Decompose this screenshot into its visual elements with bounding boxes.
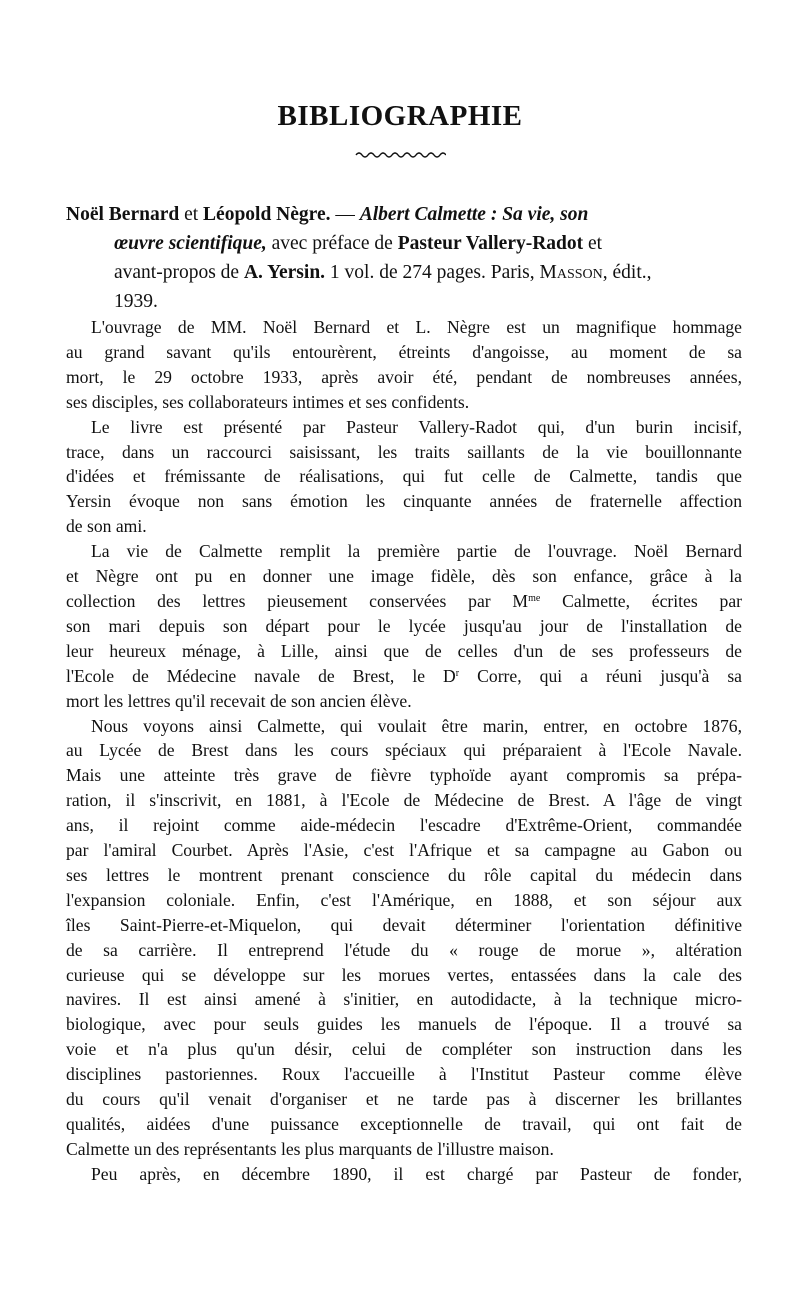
text-line: Nous voyons ainsi Calmette, qui voulait être marin, entrer, en octobre 1876,: [91, 715, 742, 736]
text-line: îles Saint-Pierre-et-Miquelon, qui devait déterminer l'orientation définitive: [66, 914, 742, 935]
text-line: du cours qu'il venait d'organiser et ne tarde pas à discerner les brillantes: [66, 1089, 742, 1110]
text-line-with-superscript: [66, 664, 742, 689]
text-line: de son ami.: [66, 516, 147, 537]
ornament-divider: [354, 150, 446, 160]
text-line: au grand savant qu'ils entourèrent, étreints d'angoisse, au moment de sa: [66, 341, 742, 362]
page-title: BIBLIOGRAPHIE: [277, 100, 523, 132]
review-body: [66, 315, 742, 1187]
entry-book-title-2: œuvre scientifique,: [114, 233, 267, 254]
text-line: voie et n'a plus qu'un désir, celui de compléter son instruction dans les: [66, 1039, 742, 1060]
text-line: son mari depuis son départ pour le lycée jusqu'au jour de l'installation de: [66, 615, 742, 636]
entry-author-2: Léopold Nègre.: [203, 204, 331, 225]
text-line: l'expansion coloniale. Enfin, c'est l'Amérique, en 1888, et son séjour aux: [66, 889, 742, 910]
text-line: Le livre est présenté par Pasteur Vallery-Radot qui, d'un burin incisif,: [91, 416, 742, 437]
text-line: d'idées et frémissante de réalisations, qui fut celle de Calmette, tandis que: [66, 466, 742, 487]
entry-book-title-1: Albert Calmette : Sa vie, son: [359, 204, 589, 225]
text-line: ans, il rejoint comme aide-médecin l'escadre d'Extrême-Orient, commandée: [66, 815, 742, 836]
text-line: Yersin évoque non sans émotion les cinquante années de fraternelle affection: [66, 491, 742, 512]
text-line: Peu après, en décembre 1890, il est chargé par Pasteur de fonder,: [91, 1163, 742, 1184]
entry-year: 1939.: [114, 291, 158, 312]
entry-preface-author: Pasteur Vallery-Radot: [397, 233, 584, 254]
text-segment: Corre, qui a réuni jusqu'à sa: [459, 665, 742, 686]
text-line: curieuse qui se développe sur les morues vertes, entassées dans la cale des: [66, 964, 742, 985]
superscript-mme: me: [528, 592, 541, 604]
text-segment: l'Ecole de Médecine navale de Brest, le D: [66, 665, 456, 686]
entry-text: , édit.,: [602, 262, 652, 283]
entry-line-1: [66, 200, 746, 229]
entry-text: avant-propos de: [114, 262, 244, 283]
text-line: Calmette un des représentants les plus marquants de l'illustre maison.: [66, 1138, 554, 1159]
entry-and: et: [179, 204, 204, 225]
entry-line-2: [66, 229, 746, 258]
text-line: mort, le 29 octobre 1933, après avoir été, pendant de nombreuses années,: [66, 366, 742, 387]
entry-author-1: Noël Bernard: [66, 204, 180, 225]
text-line: leur heureux ménage, à Lille, ainsi que de celles d'un de ses professeurs de: [66, 640, 742, 661]
text-line: navires. Il est ainsi amené à s'initier, en autodidacte, à la technique micro-: [66, 989, 742, 1010]
text-line: biologique, avec pour seuls guides les manuels de l'époque. Il a trouvé sa: [66, 1014, 742, 1035]
text-segment: Calmette, écrites par: [540, 590, 742, 611]
text-line: trace, dans un raccourci saisissant, les traits saillants de la vie bouillonnante: [66, 441, 742, 462]
superscript-dr: r: [455, 667, 460, 679]
text-line: ses disciples, ses collaborateurs intimes et ses confidents.: [66, 391, 470, 412]
text-line: L'ouvrage de MM. Noël Bernard et L. Nègre est un magnifique hommage: [91, 317, 742, 337]
text-line: de sa carrière. Il entreprend l'étude du « rouge de morue », altération: [66, 939, 742, 960]
entry-text: et: [583, 233, 603, 254]
text-line: ration, il s'inscrivit, en 1881, à l'Ecole de Médecine de Brest. A l'âge de vingt: [66, 790, 742, 811]
text-line: qualités, aidées d'une puissance exceptionnelle de travail, qui ont fait de: [66, 1114, 742, 1134]
text-line: par l'amiral Courbet. Après l'Asie, c'est l'Afrique et sa campagne au Gabon ou: [66, 840, 742, 861]
text-line: mort les lettres qu'il recevait de son ancien élève.: [66, 690, 412, 711]
text-line-with-superscript: [66, 589, 742, 614]
text-line: et Nègre ont pu en donner une image fidèle, dès son enfance, grâce à la: [66, 566, 742, 587]
bibliographic-entry: [66, 200, 746, 316]
entry-foreword-author: A. Yersin.: [243, 262, 326, 283]
entry-line-3: [66, 258, 746, 287]
text-line: au Lycée de Brest dans les cours spéciaux qui préparaient à l'Ecole Navale.: [66, 740, 742, 761]
text-segment: collection des lettres pieusement conservées par M: [66, 590, 529, 611]
text-line: ses lettres le montrent prenant conscience du rôle capital du médecin dans: [66, 864, 742, 885]
entry-text: avec préface de: [266, 233, 398, 254]
text-line: disciplines pastoriennes. Roux l'accueille à l'Institut Pasteur comme élève: [66, 1064, 742, 1085]
entry-text: 1 vol. de 274 pages. Paris,: [325, 262, 540, 283]
text-line: La vie de Calmette remplit la première partie de l'ouvrage. Noël Bernard: [91, 541, 742, 562]
entry-publisher: Masson: [539, 262, 603, 283]
entry-dash: —: [330, 204, 360, 225]
text-line: Mais une atteinte très grave de fièvre typhoïde ayant compromis sa prépa-: [66, 765, 742, 786]
